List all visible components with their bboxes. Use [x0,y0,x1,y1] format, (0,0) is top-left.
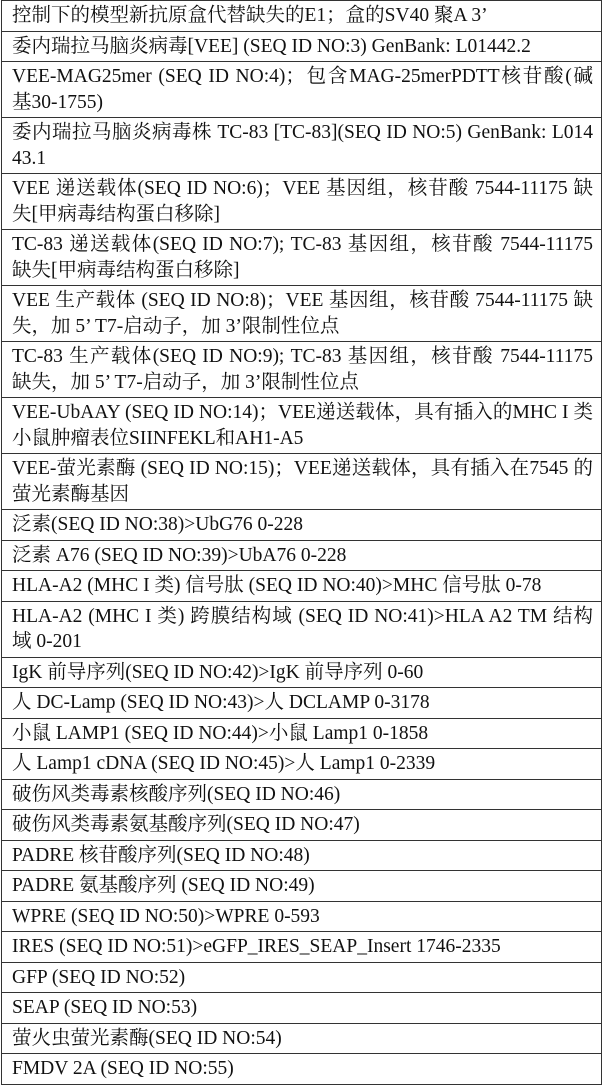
sequence-description-cell: TC-83 生产载体(SEQ ID NO:9); TC-83 基因组，核苷酸 7544-11175 缺失，加 5’ T7-启动子，加 3’限制性位点 [2,342,602,398]
sequence-description-cell: TC-83 递送载体(SEQ ID NO:7); TC-83 基因组，核苷酸 7544-11175 缺失[甲病毒结构蛋白移除] [2,230,602,286]
sequence-description-cell: 人 Lamp1 cDNA (SEQ ID NO:45)>人 Lamp1 0-2339 [2,749,602,780]
table-row [2,718,602,749]
sequence-table [1,0,602,1085]
sequence-description-cell: FMDV 2A (SEQ ID NO:55) [2,1054,602,1085]
table-row [2,118,602,174]
sequence-description-cell: 人 DC-Lamp (SEQ ID NO:43)>人 DCLAMP 0-3178 [2,688,602,719]
table-row [2,993,602,1024]
sequence-description-cell: IgK 前导序列(SEQ ID NO:42)>IgK 前导序列 0-60 [2,657,602,688]
sequence-description-cell: 委内瑞拉马脑炎病毒株 TC-83 [TC-83](SEQ ID NO:5) GenBank: L01443.1 [2,118,602,174]
table-row [2,657,602,688]
table-row [2,840,602,871]
table-row [2,779,602,810]
table-row [2,871,602,902]
table-row [2,932,602,963]
sequence-description-cell: 委内瑞拉马脑炎病毒[VEE] (SEQ ID NO:3) GenBank: L01442.2 [2,31,602,62]
sequence-description-cell: 小鼠 LAMP1 (SEQ ID NO:44)>小鼠 Lamp1 0-1858 [2,718,602,749]
sequence-description-cell: 破伤风类毒素氨基酸序列(SEQ ID NO:47) [2,810,602,841]
table-row [2,1,602,32]
sequence-description-cell: 破伤风类毒素核酸序列(SEQ ID NO:46) [2,779,602,810]
sequence-description-cell: 泛素 A76 (SEQ ID NO:39)>UbA76 0-228 [2,540,602,571]
table-row [2,571,602,602]
sequence-description-cell: PADRE 氨基酸序列 (SEQ ID NO:49) [2,871,602,902]
sequence-description-cell: SEAP (SEQ ID NO:53) [2,993,602,1024]
sequence-description-cell: GFP (SEQ ID NO:52) [2,962,602,993]
table-row [2,398,602,454]
sequence-description-cell: HLA-A2 (MHC I 类) 信号肽 (SEQ ID NO:40)>MHC 信号肽 0-78 [2,571,602,602]
table-row [2,810,602,841]
table-row [2,454,602,510]
sequence-description-cell: PADRE 核苷酸序列(SEQ ID NO:48) [2,840,602,871]
table-row [2,749,602,780]
table-row [2,901,602,932]
table-row [2,31,602,62]
table-row [2,540,602,571]
table-row [2,230,602,286]
sequence-table-body [2,1,602,1085]
table-row [2,688,602,719]
table-row [2,286,602,342]
sequence-description-cell: WPRE (SEQ ID NO:50)>WPRE 0-593 [2,901,602,932]
table-row [2,962,602,993]
sequence-description-cell: VEE 生产载体 (SEQ ID NO:8)；VEE 基因组，核苷酸 7544-11175 缺失，加 5’ T7-启动子，加 3’限制性位点 [2,286,602,342]
table-row [2,62,602,118]
sequence-description-cell: 控制下的模型新抗原盒代替缺失的E1；盒的SV40 聚A 3’ [2,1,602,32]
table-row [2,1023,602,1054]
table-row [2,601,602,657]
sequence-description-cell: VEE 递送载体(SEQ ID NO:6)；VEE 基因组，核苷酸 7544-11175 缺失[甲病毒结构蛋白移除] [2,174,602,230]
sequence-description-cell: VEE-MAG25mer (SEQ ID NO:4)；包含MAG-25merPDTT核苷酸(碱基30-1755) [2,62,602,118]
table-row [2,174,602,230]
sequence-description-cell: 萤火虫萤光素酶(SEQ ID NO:54) [2,1023,602,1054]
sequence-description-cell: VEE-UbAAY (SEQ ID NO:14)；VEE递送载体，具有插入的MHC I 类小鼠肿瘤表位SIINFEKL和AH1-A5 [2,398,602,454]
table-row [2,510,602,541]
table-row [2,1054,602,1085]
table-row [2,342,602,398]
sequence-description-cell: HLA-A2 (MHC I 类) 跨膜结构域 (SEQ ID NO:41)>HLA A2 TM 结构域 0-201 [2,601,602,657]
sequence-description-cell: 泛素(SEQ ID NO:38)>UbG76 0-228 [2,510,602,541]
sequence-description-cell: VEE-萤光素酶 (SEQ ID NO:15)；VEE递送载体，具有插入在7545 的萤光素酶基因 [2,454,602,510]
sequence-description-cell: IRES (SEQ ID NO:51)>eGFP_IRES_SEAP_Insert 1746-2335 [2,932,602,963]
